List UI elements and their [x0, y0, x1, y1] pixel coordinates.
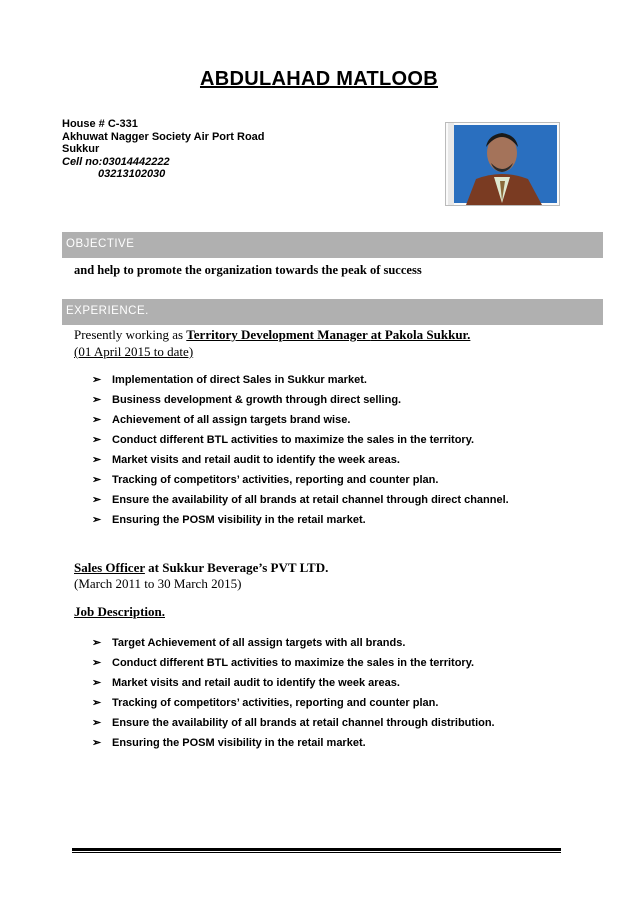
arrow-bullet-icon: ➢	[92, 394, 102, 406]
objective-text: and help to promote the organization towards the peak of success	[74, 263, 422, 277]
list-item	[92, 673, 495, 693]
profile-photo	[445, 122, 560, 206]
list-item-text: Market visits and retail audit to identify the week areas.	[112, 454, 400, 466]
arrow-bullet-icon: ➢	[92, 514, 102, 526]
cell-number-1: Cell no:03014442222	[62, 155, 170, 168]
arrow-bullet-icon: ➢	[92, 434, 102, 446]
arrow-bullet-icon: ➢	[92, 697, 102, 709]
experience-heading: EXPERIENCE.	[66, 305, 149, 317]
candidate-name: ABDULAHAD MATLOOB	[199, 68, 439, 90]
list-item-text: Tracking of competitors’ activities, reporting and counter plan.	[112, 697, 439, 709]
list-item	[92, 410, 509, 430]
list-item-text: Achievement of all assign targets brand wise.	[112, 414, 351, 426]
list-item	[92, 430, 509, 450]
arrow-bullet-icon: ➢	[92, 737, 102, 749]
list-item	[92, 470, 509, 490]
job2-duties-list	[92, 633, 495, 753]
list-item	[92, 733, 495, 753]
address-line-3: Sukkur	[62, 143, 100, 155]
job1-line	[74, 327, 470, 343]
objective-heading-bar	[62, 232, 603, 258]
list-item-text: Business development & growth through direct selling.	[112, 394, 402, 406]
arrow-bullet-icon: ➢	[92, 374, 102, 386]
contact-block	[62, 118, 265, 181]
arrow-bullet-icon: ➢	[92, 414, 102, 426]
list-item-text: Conduct different BTL activities to maximize the sales in the territory.	[112, 434, 475, 446]
address-line-1: House # C-331	[62, 118, 138, 130]
arrow-bullet-icon: ➢	[92, 677, 102, 689]
arrow-bullet-icon: ➢	[92, 657, 102, 669]
list-item-text: Target Achievement of all assign targets with all brands.	[112, 637, 406, 649]
list-item-text: Ensuring the POSM visibility in the retail market.	[112, 737, 366, 749]
list-item-text: Ensure the availability of all brands at retail channel through direct channel.	[112, 494, 509, 506]
footer-rule-thin	[72, 852, 561, 853]
experience-heading-bar	[62, 299, 603, 325]
address-line-2: Akhuwat Nagger Society Air Port Road	[62, 130, 265, 143]
arrow-bullet-icon: ➢	[92, 454, 102, 466]
list-item	[92, 510, 509, 530]
arrow-bullet-icon: ➢	[92, 637, 102, 649]
job1-prefix: Presently working as	[74, 327, 187, 342]
cell-number-2: 03213102030	[98, 168, 166, 180]
arrow-bullet-icon: ➢	[92, 717, 102, 729]
job2-line	[74, 560, 328, 576]
arrow-bullet-icon: ➢	[92, 474, 102, 486]
list-item	[92, 450, 509, 470]
job2-dates: (March 2011 to 30 March 2015)	[74, 576, 242, 591]
job-description-heading: Job Description.	[74, 604, 165, 619]
job1-company: at Pakola Sukkur.	[370, 327, 471, 342]
objective-heading: OBJECTIVE	[66, 238, 135, 250]
list-item	[92, 490, 509, 510]
list-item-text: Ensuring the POSM visibility in the retail market.	[112, 514, 366, 526]
list-item-text: Tracking of competitors’ activities, reporting and counter plan.	[112, 474, 439, 486]
job1-dates: (01 April 2015 to date)	[74, 344, 194, 359]
list-item	[92, 370, 509, 390]
list-item-text: Ensure the availability of all brands at retail channel through distribution.	[112, 717, 495, 729]
arrow-bullet-icon: ➢	[92, 494, 102, 506]
job2-company: at Sukkur Beverage’s PVT LTD.	[144, 560, 329, 575]
job2-title: Sales Officer	[74, 560, 145, 575]
job1-duties-list	[92, 370, 509, 530]
list-item	[92, 693, 495, 713]
footer-rule-thick	[72, 848, 561, 851]
list-item-text: Implementation of direct Sales in Sukkur market.	[112, 374, 367, 386]
list-item-text: Conduct different BTL activities to maximize the sales in the territory.	[112, 657, 475, 669]
job1-title: Territory Development Manager	[186, 327, 371, 342]
list-item-text: Market visits and retail audit to identify the week areas.	[112, 677, 400, 689]
list-item	[92, 653, 495, 673]
list-item	[92, 633, 495, 653]
list-item	[92, 390, 509, 410]
list-item	[92, 713, 495, 733]
